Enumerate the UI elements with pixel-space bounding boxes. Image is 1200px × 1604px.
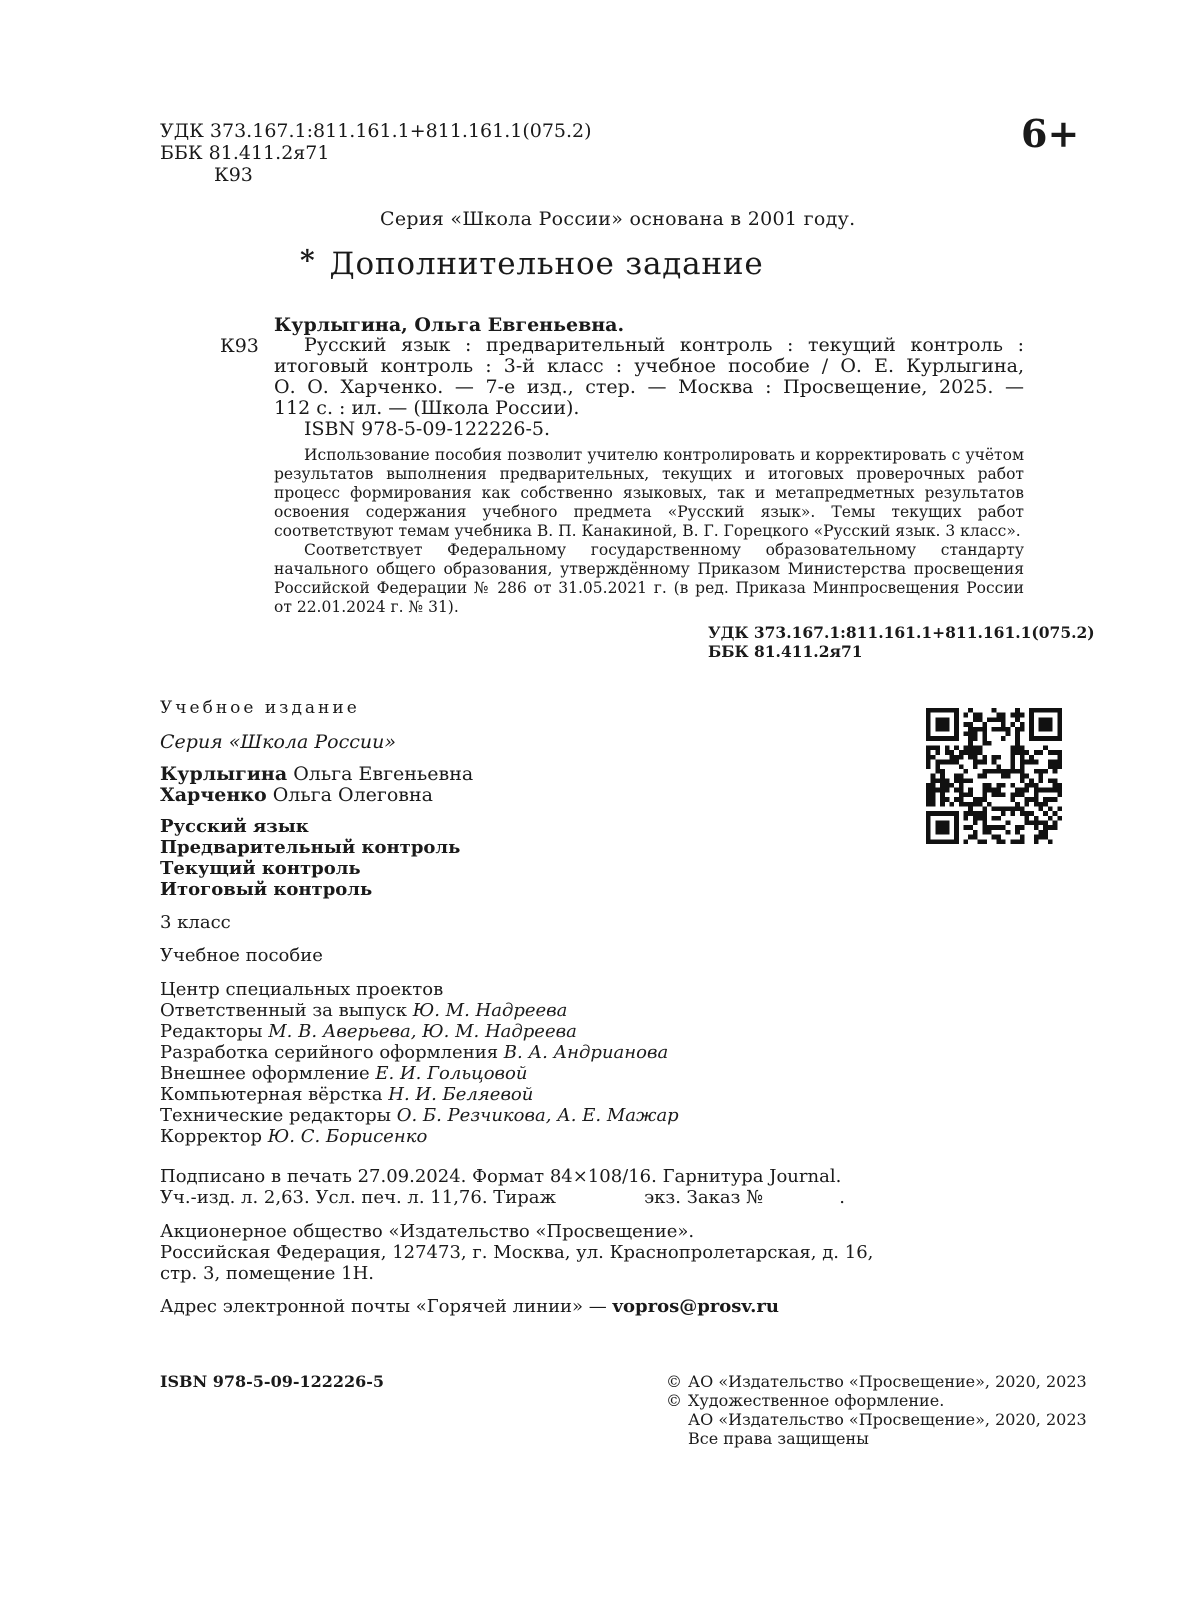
credit-role: Технические редакторы: [160, 1105, 391, 1126]
credit-role: Редакторы: [160, 1021, 263, 1042]
bib-isbn: ISBN 978-5-09-122226-5.: [304, 418, 551, 440]
series-name: Серия «Школа России»: [160, 731, 396, 753]
classification-block: [160, 120, 592, 186]
standard-paragraph: Соответствует Федеральному государственному образовательному стандарту начального общего образования, утверждённому Приказом Министерства просвещения Российской Федерации № 286 от 31.05.2021 г. (в ред. Приказа Минпросвещения России от 22.01.2024 г. № 31).: [274, 541, 1024, 616]
book-title-line: Предварительный контроль: [160, 837, 461, 858]
print-line: [160, 1187, 845, 1208]
edition-type: Учебное издание: [160, 698, 360, 718]
annotation-paragraph: Использование пособия позволит учителю контролировать и корректировать с учётом результатов выполнения предварительных, текущих и итоговых проверочных работ процесс формирования как собственно языковых, так и метапредметных результатов освоения содержания учебного предмета «Русский язык». Темы текущих работ соответствуют темам учебника В. П. Канакиной, В. Г. Горецкого «Русский язык. 3 класс».: [274, 446, 1024, 540]
star-icon: *: [300, 244, 316, 277]
credit-line: [160, 1021, 679, 1042]
credit-role: Центр специальных проектов: [160, 979, 444, 1000]
hotline-label: Адрес электронной почты «Горячей линии» —: [160, 1296, 607, 1317]
publisher-address: Российская Федерация, 127473, г. Москва, ул. Краснопролетарская, д. 16,: [160, 1242, 874, 1263]
credit-line: [160, 1105, 679, 1126]
author-surname: Харченко: [160, 784, 267, 806]
bib-description: [274, 335, 1024, 440]
hotline-email[interactable]: vopros@prosv.ru: [612, 1296, 779, 1317]
order-end: .: [839, 1187, 845, 1208]
order-label: экз. Заказ №: [644, 1187, 764, 1208]
author-name: Ольга Олеговна: [272, 784, 433, 806]
hotline-line: [160, 1296, 779, 1317]
copyright-line: Художественное оформление.: [688, 1391, 945, 1410]
authors-list: [160, 764, 473, 806]
credit-role: Ответственный за выпуск: [160, 1000, 407, 1021]
copyright-line: АО «Издательство «Просвещение», 2020, 2023: [688, 1410, 1087, 1429]
book-title-line: Русский язык: [160, 816, 309, 837]
bib-line: итоговый контроль : 3-й класс : учебное пособие / О. Е. Курлыгина,: [274, 355, 1024, 377]
credit-person: М. В. Аверьева, Ю. М. Надреева: [268, 1021, 577, 1042]
extra-task-legend: [300, 244, 763, 285]
author-name: Ольга Евгеньевна: [293, 763, 474, 785]
book-title-line: Текущий контроль: [160, 858, 361, 879]
credit-line: [160, 1084, 679, 1105]
credit-person: Е. И. Гольцовой: [375, 1063, 528, 1084]
grade: 3 класс: [160, 912, 231, 933]
author-line: [160, 785, 473, 806]
bbk-code: ББК 81.411.2я71: [160, 142, 330, 164]
credit-person: Н. И. Беляевой: [388, 1084, 534, 1105]
series-note: Серия «Школа России» основана в 2001 году.: [380, 208, 856, 230]
credit-line: [160, 1126, 679, 1147]
book-title-line: Итоговый контроль: [160, 879, 373, 900]
credit-person: Ю. С. Борисенко: [267, 1126, 428, 1147]
author-surname: Курлыгина: [160, 763, 288, 785]
credit-role: Разработка серийного оформления: [160, 1042, 499, 1063]
bib-line: Русский язык : предварительный контроль : текущий контроль :: [304, 334, 1024, 356]
credits-list: [160, 979, 679, 1147]
bib-line: О. О. Харченко. — 7-е изд., стер. — Москва : Просвещение, 2025. —: [274, 376, 1024, 398]
publisher-name: Акционерное общество «Издательство «Просвещение».: [160, 1221, 695, 1242]
credit-role: Внешнее оформление: [160, 1063, 370, 1084]
publisher-info: [160, 1221, 873, 1284]
author-line: [160, 764, 473, 785]
credit-line: [160, 1063, 679, 1084]
credit-line: [160, 1042, 679, 1063]
author-mark: К93: [214, 164, 253, 186]
book-titles: [160, 816, 460, 900]
print-run-label: Уч.-изд. л. 2,63. Усл. печ. л. 11,76. Тираж: [160, 1187, 557, 1208]
copyright-block: [666, 1372, 1087, 1448]
book-type: Учебное пособие: [160, 945, 323, 966]
rights-line: Все права защищены: [688, 1429, 869, 1448]
footer-isbn: ISBN 978-5-09-122226-5: [160, 1372, 385, 1391]
publisher-address: стр. 3, помещение 1Н.: [160, 1263, 375, 1284]
credit-person: О. Б. Резчикова, А. Е. Мажар: [396, 1105, 679, 1126]
extra-task-label: Дополнительное задание: [329, 246, 764, 282]
credit-role: Компьютерная вёрстка: [160, 1084, 383, 1105]
print-info: [160, 1166, 845, 1208]
udk-code: УДК 373.167.1:811.161.1+811.161.1(075.2): [708, 623, 1095, 642]
age-rating: 6+: [1021, 111, 1080, 156]
copyright-icon: ©: [666, 1391, 682, 1410]
copyright-icon: ©: [666, 1372, 682, 1391]
credit-role: Корректор: [160, 1126, 263, 1147]
credit-person: В. А. Андрианова: [503, 1042, 669, 1063]
print-line: Подписано в печать 27.09.2024. Формат 84×108/16. Гарнитура Journal.: [160, 1166, 842, 1187]
credit-line: [160, 1000, 679, 1021]
credit-line: [160, 979, 679, 1000]
bbk-code: ББК 81.411.2я71: [708, 642, 863, 661]
bib-classification: [708, 623, 1095, 661]
credit-person: Ю. М. Надреева: [412, 1000, 568, 1021]
bib-author: Курлыгина, Ольга Евгеньевна.: [274, 314, 625, 336]
qr-code-icon: [926, 708, 1062, 844]
bib-line: 112 с. : ил. — (Школа России).: [274, 397, 580, 419]
bib-code: К93: [220, 335, 259, 357]
copyright-line: АО «Издательство «Просвещение», 2020, 2023: [688, 1372, 1087, 1391]
udk-code: УДК 373.167.1:811.161.1+811.161.1(075.2): [160, 120, 592, 142]
